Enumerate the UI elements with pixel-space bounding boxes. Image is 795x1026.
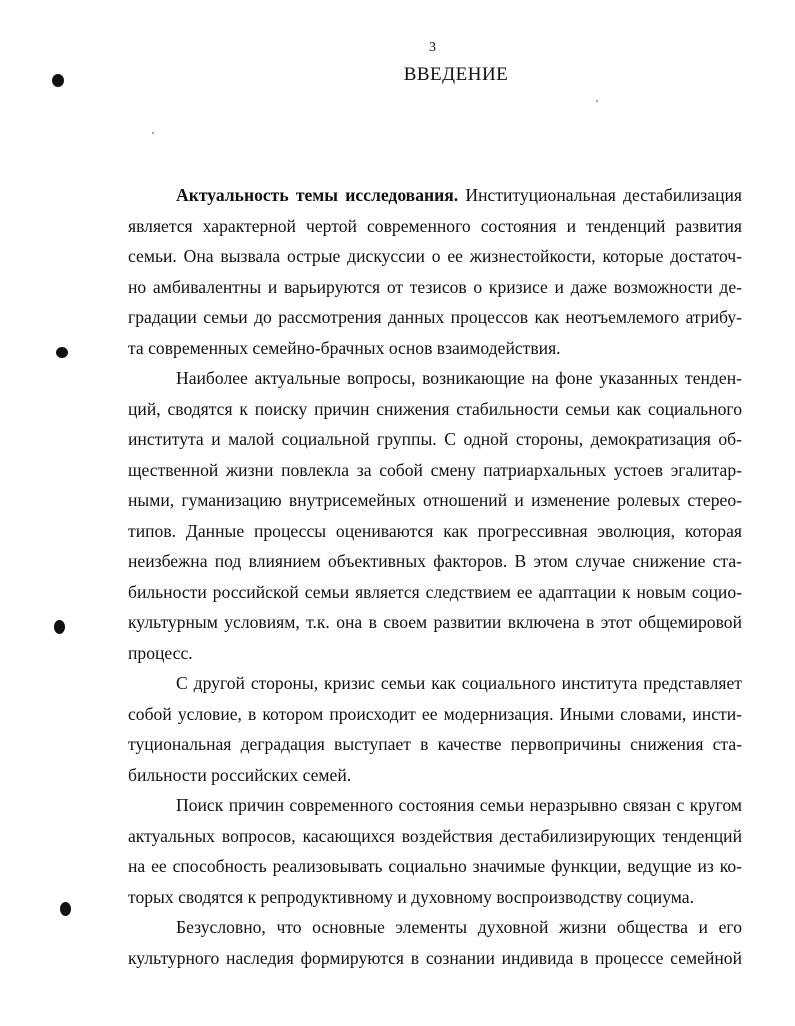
- text-line: та современных семейно-брачных основ взаимодействия.: [128, 337, 561, 358]
- punch-hole-mark: [52, 74, 64, 87]
- text-line: является характерной чертой современного состояния и тенденций развития: [128, 215, 742, 236]
- text-line: ций, сводятся к поиску причин снижения стабильности семьи как социального: [128, 398, 742, 419]
- text-line: Поиск причин современного состояния семьи неразрывно связан с кругом: [176, 795, 742, 815]
- body-text: [128, 180, 742, 973]
- text-line: института и малой социальной группы. С одной стороны, демократизация об-: [128, 429, 742, 449]
- text-line: С другой стороны, кризис семьи как социального института представляет: [176, 673, 742, 693]
- page-title: ВВЕДЕНИЕ: [403, 64, 509, 85]
- text-line: но амбивалентны и варьируются от тезисов о кризисе и даже возможности де-: [128, 276, 742, 297]
- text-line: бильности российских семей.: [128, 764, 352, 785]
- paragraph: [128, 912, 742, 973]
- punch-hole-mark: [60, 902, 71, 916]
- text-line: градации семьи до рассмотрения данных процессов как неотъемлемого атрибу-: [128, 307, 742, 327]
- text-line: процесс.: [128, 642, 193, 663]
- paragraph: [128, 363, 742, 668]
- scan-speck: [152, 132, 154, 134]
- paragraph: [128, 180, 742, 363]
- punch-hole-mark: [54, 620, 65, 634]
- line-text: Институциональная дестабилизация: [458, 185, 742, 205]
- text-line: собой условие, в котором происходит ее модернизация. Иными словами, инсти-: [128, 703, 742, 724]
- text-line: семьи. Она вызвала острые дискуссии о ее жизнестойкости, которые достаточ-: [128, 246, 742, 266]
- paragraph: [128, 668, 742, 790]
- text-line: щественной жизни повлекла за собой смену патриархальных устоев эгалитар-: [128, 459, 742, 480]
- text-line: Безусловно, что основные элементы духовной жизни общества и его: [176, 917, 742, 937]
- text-line: неизбежна под влиянием объективных факторов. В этом случае снижение ста-: [128, 551, 742, 571]
- page-number: 3: [429, 40, 436, 55]
- paragraph: [128, 790, 742, 912]
- text-line: туциональная деградация выступает в качестве первопричины снижения ста-: [128, 734, 742, 754]
- text-line: типов. Данные процессы оцениваются как прогрессивная эволюция, которая: [128, 520, 742, 541]
- text-line: на ее способность реализовывать социально значимые функции, ведущие из ко-: [128, 856, 742, 876]
- text-line: культурного наследия формируются в сознании индивида в процессе семейной: [128, 947, 742, 968]
- text-line: ными, гуманизацию внутрисемейных отношений и изменение ролевых стерео-: [128, 490, 742, 510]
- text-line: торых сводятся к репродуктивному и духовному воспроизводству социума.: [128, 886, 694, 907]
- text-line: актуальных вопросов, касающихся воздействия дестабилизирующих тенденций: [128, 825, 742, 846]
- scan-speck: [596, 100, 598, 102]
- text-line: культурным условиям, т.к. она в своем развитии включена в этот общемировой: [128, 612, 742, 632]
- text-line: Наиболее актуальные вопросы, возникающие на фоне указанных тенден-: [176, 368, 742, 388]
- punch-hole-mark: [56, 347, 68, 358]
- lead-phrase: Актуальность темы исследования.: [176, 185, 459, 205]
- text-line: бильности российской семьи является следствием ее адаптации к новым социо-: [128, 581, 742, 602]
- text-line: [128, 180, 742, 211]
